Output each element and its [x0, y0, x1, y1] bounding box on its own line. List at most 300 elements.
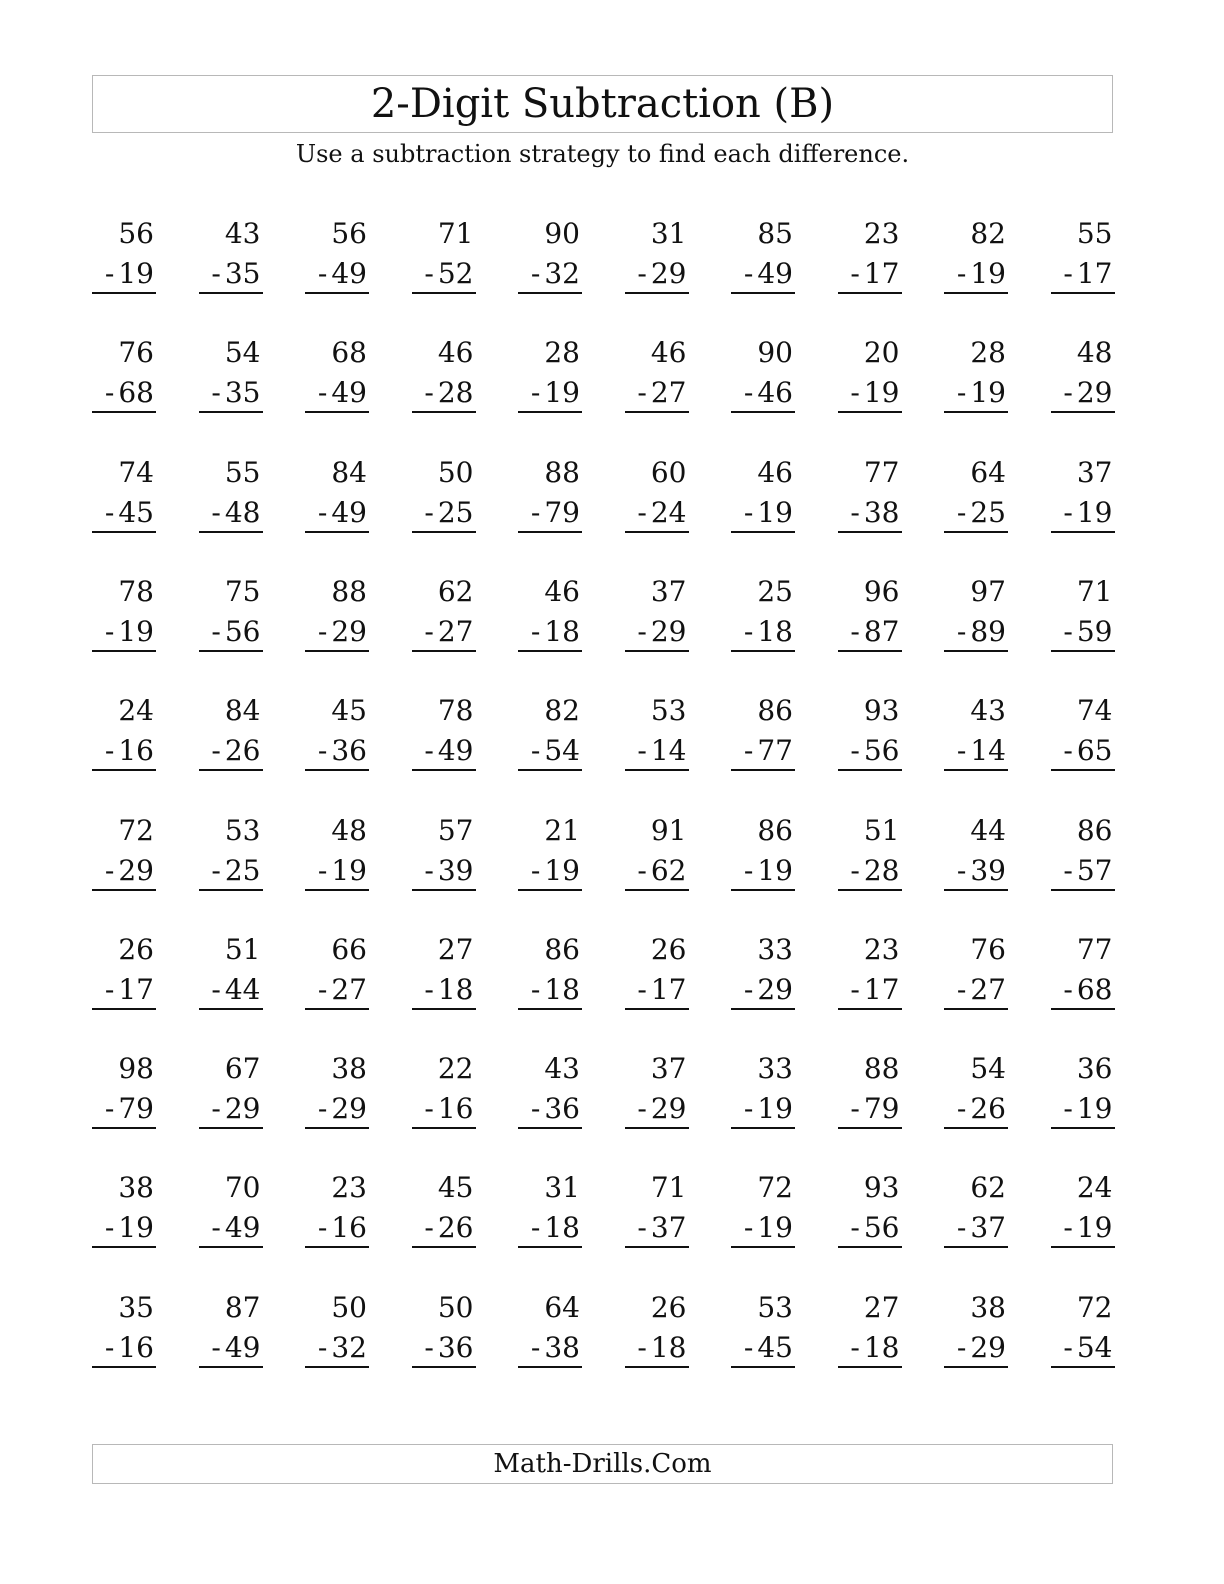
minuend: 37: [1076, 455, 1113, 489]
answer-line: [1051, 1246, 1115, 1248]
minuend: 93: [863, 694, 900, 728]
subtrahend: 35: [224, 257, 261, 290]
answer-line: [412, 411, 476, 413]
minuend: 78: [118, 574, 154, 608]
answer-line: [625, 1246, 689, 1248]
subtraction-problem: [92, 570, 156, 654]
minus-sign: -: [956, 1092, 967, 1126]
subtrahend: 27: [650, 376, 687, 410]
subtrahend: 16: [331, 1211, 367, 1245]
subtrahend-line: [318, 1330, 367, 1366]
subtraction-problem: [412, 570, 476, 654]
minuend: 54: [224, 336, 261, 370]
minuend: 72: [757, 1171, 793, 1205]
subtrahend-line: [318, 1091, 367, 1127]
subtrahend-line: [424, 853, 473, 889]
subtrahend: 38: [863, 495, 900, 529]
subtraction-problem: [838, 1047, 902, 1131]
minuend: 72: [118, 813, 154, 847]
subtrahend-line: [424, 972, 473, 1008]
subtrahend-line: [957, 1210, 1006, 1246]
subtrahend: 48: [224, 495, 261, 529]
minus-sign: -: [424, 376, 434, 410]
minuend: 50: [437, 455, 474, 489]
minuend: 55: [224, 455, 261, 489]
minus-sign: -: [211, 1330, 221, 1364]
minuend: 68: [331, 336, 367, 370]
answer-line: [199, 1127, 263, 1129]
minuend: 76: [970, 932, 1006, 966]
minuend: 28: [544, 336, 580, 370]
minus-sign: -: [637, 614, 647, 648]
subtrahend: 36: [544, 1092, 580, 1126]
minus-sign: -: [850, 614, 860, 648]
minus-sign: -: [317, 972, 328, 1006]
subtraction-problem: [838, 809, 902, 893]
subtraction-problem: [199, 1286, 263, 1370]
subtrahend-line: [850, 375, 899, 411]
minus-sign: -: [956, 257, 967, 290]
subtraction-problem: [92, 451, 156, 535]
subtrahend-line: [318, 614, 367, 650]
subtraction-problem: [92, 809, 156, 893]
minuend: 38: [970, 1290, 1006, 1324]
subtraction-problem: [944, 809, 1008, 893]
subtrahend-line: [105, 1210, 154, 1246]
subtrahend: 25: [437, 495, 474, 529]
subtrahend-line: [318, 375, 367, 411]
subtraction-problem: [199, 1166, 263, 1250]
minuend: 31: [650, 217, 687, 250]
subtrahend: 19: [757, 1211, 793, 1245]
subtrahend-line: [318, 1210, 367, 1246]
subtrahend-line: [105, 375, 154, 411]
subtrahend: 32: [331, 1330, 367, 1364]
minus-sign: -: [637, 853, 647, 887]
subtrahend: 19: [757, 495, 793, 529]
minus-sign: -: [104, 734, 115, 768]
subtraction-problem: [944, 1047, 1008, 1131]
subtraction-problem: [625, 689, 689, 773]
minus-sign: -: [104, 495, 115, 529]
answer-line: [1051, 1366, 1115, 1368]
minuend: 86: [1076, 813, 1113, 847]
subtrahend: 19: [970, 257, 1006, 290]
minus-sign: -: [211, 257, 221, 290]
subtraction-problem: [1051, 212, 1115, 296]
subtraction-problem: [412, 331, 476, 415]
subtraction-problem: [305, 212, 369, 296]
minus-sign: -: [424, 614, 434, 648]
answer-line: [944, 650, 1008, 652]
subtrahend-line: [105, 733, 154, 769]
footer-text: Math-Drills.Com: [493, 1449, 712, 1479]
answer-line: [92, 292, 156, 294]
minuend: 60: [650, 455, 687, 489]
minuend: 86: [757, 813, 793, 847]
subtraction-problem: [944, 1166, 1008, 1250]
subtrahend: 68: [1076, 972, 1113, 1006]
minuend: 56: [118, 217, 154, 250]
subtraction-problem: [518, 451, 582, 535]
minus-sign: -: [1063, 1330, 1073, 1364]
subtrahend-line: [1063, 733, 1112, 769]
subtrahend: 29: [650, 614, 687, 648]
subtrahend-line: [637, 972, 686, 1008]
subtraction-problem: [838, 331, 902, 415]
subtraction-problem: [1051, 331, 1115, 415]
subtrahend: 18: [544, 614, 580, 648]
subtraction-problem: [838, 570, 902, 654]
answer-line: [305, 1008, 369, 1010]
subtrahend: 19: [1076, 495, 1113, 529]
minuend: 51: [224, 932, 261, 966]
minuend: 71: [437, 217, 474, 250]
answer-line: [412, 1246, 476, 1248]
subtrahend-line: [850, 614, 899, 650]
subtrahend-line: [211, 1210, 260, 1246]
subtraction-problem: [838, 689, 902, 773]
answer-line: [305, 650, 369, 652]
minus-sign: -: [317, 1211, 328, 1245]
subtraction-problem: [731, 331, 795, 415]
subtraction-problem: [518, 1047, 582, 1131]
minuend: 62: [970, 1171, 1006, 1205]
minuend: 57: [437, 813, 474, 847]
subtrahend: 62: [650, 853, 687, 887]
subtraction-problem: [944, 689, 1008, 773]
answer-line: [412, 769, 476, 771]
minuend: 23: [863, 932, 900, 966]
minuend: 96: [863, 574, 900, 608]
minus-sign: -: [743, 376, 754, 410]
subtraction-problem: [1051, 1047, 1115, 1131]
subtraction-problem: [412, 689, 476, 773]
answer-line: [944, 531, 1008, 533]
minus-sign: -: [743, 1330, 754, 1364]
minus-sign: -: [424, 853, 434, 887]
subtrahend: 17: [650, 972, 687, 1006]
answer-line: [518, 292, 582, 294]
minuend: 26: [650, 1290, 687, 1324]
subtraction-problem: [412, 212, 476, 296]
minus-sign: -: [743, 1211, 754, 1245]
subtrahend: 27: [331, 972, 367, 1006]
subtraction-problem: [838, 928, 902, 1012]
answer-line: [731, 411, 795, 413]
subtrahend-line: [637, 1210, 686, 1246]
minus-sign: -: [104, 853, 115, 887]
answer-line: [199, 650, 263, 652]
subtrahend: 45: [118, 495, 154, 529]
subtrahend-line: [318, 733, 367, 769]
minuend: 90: [544, 217, 580, 250]
minuend: 36: [1076, 1052, 1113, 1086]
minuend: 97: [970, 574, 1006, 608]
minuend: 70: [224, 1171, 261, 1205]
subtraction-problem: [944, 331, 1008, 415]
subtrahend: 36: [331, 734, 367, 768]
minuend: 35: [118, 1290, 154, 1324]
answer-line: [518, 1127, 582, 1129]
minus-sign: -: [530, 495, 541, 529]
minuend: 77: [863, 455, 900, 489]
subtrahend: 49: [224, 1330, 261, 1364]
answer-line: [1051, 1127, 1115, 1129]
subtrahend-line: [850, 495, 899, 531]
subtraction-problem: [199, 570, 263, 654]
minus-sign: -: [104, 257, 115, 290]
answer-line: [305, 1366, 369, 1368]
minuend: 74: [1076, 694, 1113, 728]
answer-line: [412, 292, 476, 294]
minus-sign: -: [743, 1092, 754, 1126]
answer-line: [838, 1127, 902, 1129]
subtrahend-line: [424, 1091, 473, 1127]
subtrahend: 68: [118, 376, 154, 410]
minus-sign: -: [211, 1092, 221, 1126]
minus-sign: -: [956, 853, 967, 887]
minus-sign: -: [424, 972, 434, 1006]
subtrahend-line: [318, 495, 367, 531]
answer-line: [305, 769, 369, 771]
subtrahend-line: [1063, 495, 1112, 531]
subtrahend: 37: [970, 1211, 1006, 1245]
answer-line: [199, 1366, 263, 1368]
subtrahend: 19: [118, 614, 154, 648]
subtraction-problem: [1051, 1166, 1115, 1250]
subtrahend-line: [1063, 256, 1112, 292]
minuend: 20: [863, 336, 900, 370]
minuend: 43: [544, 1052, 580, 1086]
subtrahend: 49: [331, 257, 367, 290]
answer-line: [518, 531, 582, 533]
minus-sign: -: [850, 1330, 860, 1364]
answer-line: [625, 531, 689, 533]
subtrahend: 18: [757, 614, 793, 648]
subtraction-problem: [199, 809, 263, 893]
minuend: 53: [650, 694, 687, 728]
subtrahend-line: [424, 1330, 473, 1366]
minuend: 78: [437, 694, 474, 728]
subtrahend-line: [957, 256, 1006, 292]
subtrahend-line: [637, 375, 686, 411]
answer-line: [625, 1127, 689, 1129]
subtrahend-line: [744, 972, 793, 1008]
answer-line: [944, 1008, 1008, 1010]
answer-line: [838, 1008, 902, 1010]
minus-sign: -: [317, 734, 328, 768]
minus-sign: -: [956, 734, 967, 768]
subtraction-problem: [625, 928, 689, 1012]
minus-sign: -: [850, 853, 860, 887]
subtrahend-line: [211, 256, 260, 292]
subtrahend-line: [424, 256, 473, 292]
subtrahend: 29: [650, 257, 687, 290]
minus-sign: -: [743, 257, 754, 290]
subtrahend: 59: [1076, 614, 1113, 648]
subtraction-problem: [199, 928, 263, 1012]
minuend: 87: [224, 1290, 261, 1324]
answer-line: [838, 1246, 902, 1248]
subtrahend-line: [105, 256, 154, 292]
minuend: 27: [437, 932, 474, 966]
subtraction-problem: [518, 1166, 582, 1250]
minus-sign: -: [317, 614, 328, 648]
subtrahend: 29: [224, 1092, 261, 1126]
subtraction-problem: [518, 1286, 582, 1370]
minus-sign: -: [317, 257, 328, 290]
minus-sign: -: [424, 495, 434, 529]
minuend: 38: [118, 1171, 154, 1205]
subtrahend: 77: [757, 734, 793, 768]
minuend: 91: [650, 813, 687, 847]
minus-sign: -: [956, 1330, 967, 1364]
minuend: 25: [757, 574, 793, 608]
answer-line: [305, 889, 369, 891]
subtrahend-line: [850, 733, 899, 769]
subtrahend: 49: [757, 257, 793, 290]
answer-line: [731, 1246, 795, 1248]
subtrahend: 27: [970, 972, 1006, 1006]
answer-line: [625, 769, 689, 771]
answer-line: [518, 1366, 582, 1368]
minuend: 56: [331, 217, 367, 250]
subtrahend: 25: [224, 853, 261, 887]
answer-line: [731, 650, 795, 652]
answer-line: [305, 411, 369, 413]
subtrahend: 29: [1076, 376, 1113, 410]
subtrahend-line: [850, 256, 899, 292]
subtraction-problem: [518, 928, 582, 1012]
subtraction-problem: [625, 1047, 689, 1131]
minuend: 71: [650, 1171, 687, 1205]
subtrahend: 39: [437, 853, 474, 887]
minuend: 24: [1076, 1171, 1113, 1205]
subtrahend: 16: [118, 734, 154, 768]
minus-sign: -: [530, 376, 541, 410]
answer-line: [92, 1127, 156, 1129]
answer-line: [838, 411, 902, 413]
minus-sign: -: [104, 972, 115, 1006]
answer-line: [838, 889, 902, 891]
minus-sign: -: [211, 376, 221, 410]
subtraction-problem: [92, 1286, 156, 1370]
subtraction-problem: [305, 570, 369, 654]
subtrahend: 49: [437, 734, 474, 768]
subtraction-problem: [944, 451, 1008, 535]
minus-sign: -: [530, 1092, 541, 1126]
minus-sign: -: [637, 1211, 647, 1245]
subtraction-problem: [412, 1286, 476, 1370]
answer-line: [1051, 292, 1115, 294]
minus-sign: -: [424, 257, 434, 290]
subtrahend: 65: [1076, 734, 1113, 768]
subtrahend: 17: [118, 972, 154, 1006]
subtrahend-line: [957, 733, 1006, 769]
minuend: 43: [224, 217, 261, 250]
answer-line: [944, 769, 1008, 771]
subtrahend-line: [637, 614, 686, 650]
subtraction-problem: [838, 212, 902, 296]
subtraction-problem: [1051, 928, 1115, 1012]
subtraction-problem: [412, 1166, 476, 1250]
minuend: 45: [331, 694, 367, 728]
subtrahend-line: [531, 256, 580, 292]
answer-line: [838, 292, 902, 294]
minus-sign: -: [743, 734, 754, 768]
subtraction-problem: [199, 689, 263, 773]
subtrahend: 16: [437, 1092, 474, 1126]
minuend: 67: [224, 1052, 261, 1086]
subtrahend-line: [531, 375, 580, 411]
answer-line: [305, 1246, 369, 1248]
subtraction-problem: [838, 451, 902, 535]
subtraction-problem: [944, 1286, 1008, 1370]
answer-line: [944, 1246, 1008, 1248]
minus-sign: -: [530, 853, 541, 887]
answer-line: [731, 1008, 795, 1010]
answer-line: [518, 1246, 582, 1248]
answer-line: [199, 1008, 263, 1010]
minuend: 88: [544, 455, 580, 489]
subtrahend: 19: [331, 853, 367, 887]
minuend: 84: [331, 455, 367, 489]
subtrahend: 45: [757, 1330, 793, 1364]
answer-line: [199, 292, 263, 294]
answer-line: [305, 531, 369, 533]
subtraction-problem: [518, 689, 582, 773]
subtrahend-line: [957, 972, 1006, 1008]
answer-line: [92, 889, 156, 891]
subtrahend: 17: [1076, 257, 1113, 290]
subtraction-problem: [625, 212, 689, 296]
subtrahend-line: [957, 1330, 1006, 1366]
minuend: 82: [970, 217, 1006, 250]
minuend: 50: [437, 1290, 474, 1324]
subtrahend: 38: [544, 1330, 580, 1364]
subtrahend-line: [744, 853, 793, 889]
minuend: 33: [757, 932, 793, 966]
answer-line: [625, 1366, 689, 1368]
minus-sign: -: [743, 853, 754, 887]
subtraction-problem: [199, 331, 263, 415]
subtraction-problem: [305, 809, 369, 893]
minus-sign: -: [956, 614, 967, 648]
subtrahend-line: [957, 853, 1006, 889]
subtraction-problem: [92, 212, 156, 296]
subtrahend-line: [105, 1091, 154, 1127]
subtrahend-line: [744, 495, 793, 531]
minuend: 88: [331, 574, 367, 608]
minuend: 85: [757, 217, 793, 250]
answer-line: [412, 650, 476, 652]
subtrahend: 19: [1076, 1211, 1113, 1245]
subtraction-problem: [731, 689, 795, 773]
subtrahend: 17: [863, 972, 900, 1006]
instructions: Use a subtraction strategy to find each difference.: [295, 140, 910, 168]
subtrahend-line: [531, 614, 580, 650]
subtrahend: 56: [863, 1211, 900, 1245]
subtraction-problem: [838, 1286, 902, 1370]
answer-line: [412, 889, 476, 891]
answer-line: [625, 411, 689, 413]
subtrahend-line: [211, 1091, 260, 1127]
subtraction-problem: [92, 1166, 156, 1250]
subtrahend-line: [105, 614, 154, 650]
subtrahend: 25: [970, 495, 1006, 529]
answer-line: [305, 1127, 369, 1129]
